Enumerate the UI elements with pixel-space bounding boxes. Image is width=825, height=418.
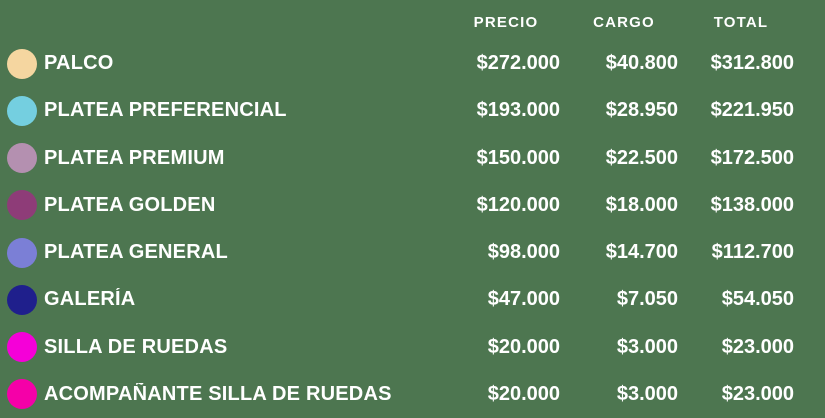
- row-category-name: ACOMPAÑANTE SILLA DE RUEDAS: [44, 382, 392, 405]
- row-color-cell: [0, 285, 44, 315]
- row-total: $221.950: [710, 99, 794, 122]
- table-row: [0, 371, 825, 418]
- row-total: $138.000: [710, 193, 794, 216]
- column-header-fee: CARGO: [593, 13, 655, 31]
- row-fee: $3.000: [616, 382, 678, 405]
- row-total: $23.000: [721, 335, 794, 358]
- row-color-cell: [0, 238, 44, 268]
- row-total: $172.500: [710, 146, 794, 169]
- table-row: [0, 182, 825, 229]
- color-swatch-icon: [7, 49, 37, 79]
- table-row: [0, 229, 825, 276]
- table-row: [0, 324, 825, 371]
- row-price: $120.000: [476, 193, 560, 216]
- color-swatch-icon: [7, 190, 37, 220]
- row-fee: $28.950: [605, 99, 678, 122]
- table-row: [0, 40, 825, 87]
- color-swatch-icon: [7, 332, 37, 362]
- row-color-cell: [0, 332, 44, 362]
- row-fee: $14.700: [605, 241, 678, 264]
- row-total: $112.700: [711, 241, 794, 264]
- color-swatch-icon: [7, 143, 37, 173]
- row-price: $272.000: [476, 52, 560, 75]
- row-price: $98.000: [487, 241, 560, 264]
- row-category-name: PLATEA GOLDEN: [44, 193, 216, 216]
- row-category-name: SILLA DE RUEDAS: [44, 335, 228, 358]
- row-category-name: PLATEA PREMIUM: [44, 146, 225, 169]
- row-fee: $40.800: [605, 52, 678, 75]
- row-price: $20.000: [487, 382, 560, 405]
- table-row: [0, 276, 825, 323]
- color-swatch-icon: [7, 379, 37, 409]
- table-header-row: [0, 0, 825, 40]
- row-price: $20.000: [487, 335, 560, 358]
- row-fee: $3.000: [616, 335, 678, 358]
- row-total: $23.000: [721, 382, 794, 405]
- row-category-name: GALERÍA: [44, 288, 136, 311]
- row-category-name: PLATEA PREFERENCIAL: [44, 99, 287, 122]
- row-color-cell: [0, 96, 44, 126]
- row-category-name: PLATEA GENERAL: [44, 241, 228, 264]
- row-fee: $22.500: [605, 146, 678, 169]
- column-header-price: PRECIO: [473, 13, 539, 31]
- color-swatch-icon: [7, 96, 37, 126]
- color-swatch-icon: [7, 238, 37, 268]
- row-total: $312.800: [710, 52, 794, 75]
- row-color-cell: [0, 379, 44, 409]
- row-price: $150.000: [476, 146, 560, 169]
- table-row: [0, 135, 825, 182]
- row-color-cell: [0, 143, 44, 173]
- table-row: [0, 87, 825, 134]
- row-total: $54.050: [721, 288, 794, 311]
- row-category-name: PALCO: [44, 52, 114, 75]
- row-fee: $18.000: [605, 193, 678, 216]
- row-price: $193.000: [476, 99, 560, 122]
- row-color-cell: [0, 190, 44, 220]
- row-fee: $7.050: [616, 288, 678, 311]
- row-color-cell: [0, 49, 44, 79]
- row-price: $47.000: [487, 288, 560, 311]
- column-header-total: TOTAL: [713, 13, 769, 31]
- color-swatch-icon: [7, 285, 37, 315]
